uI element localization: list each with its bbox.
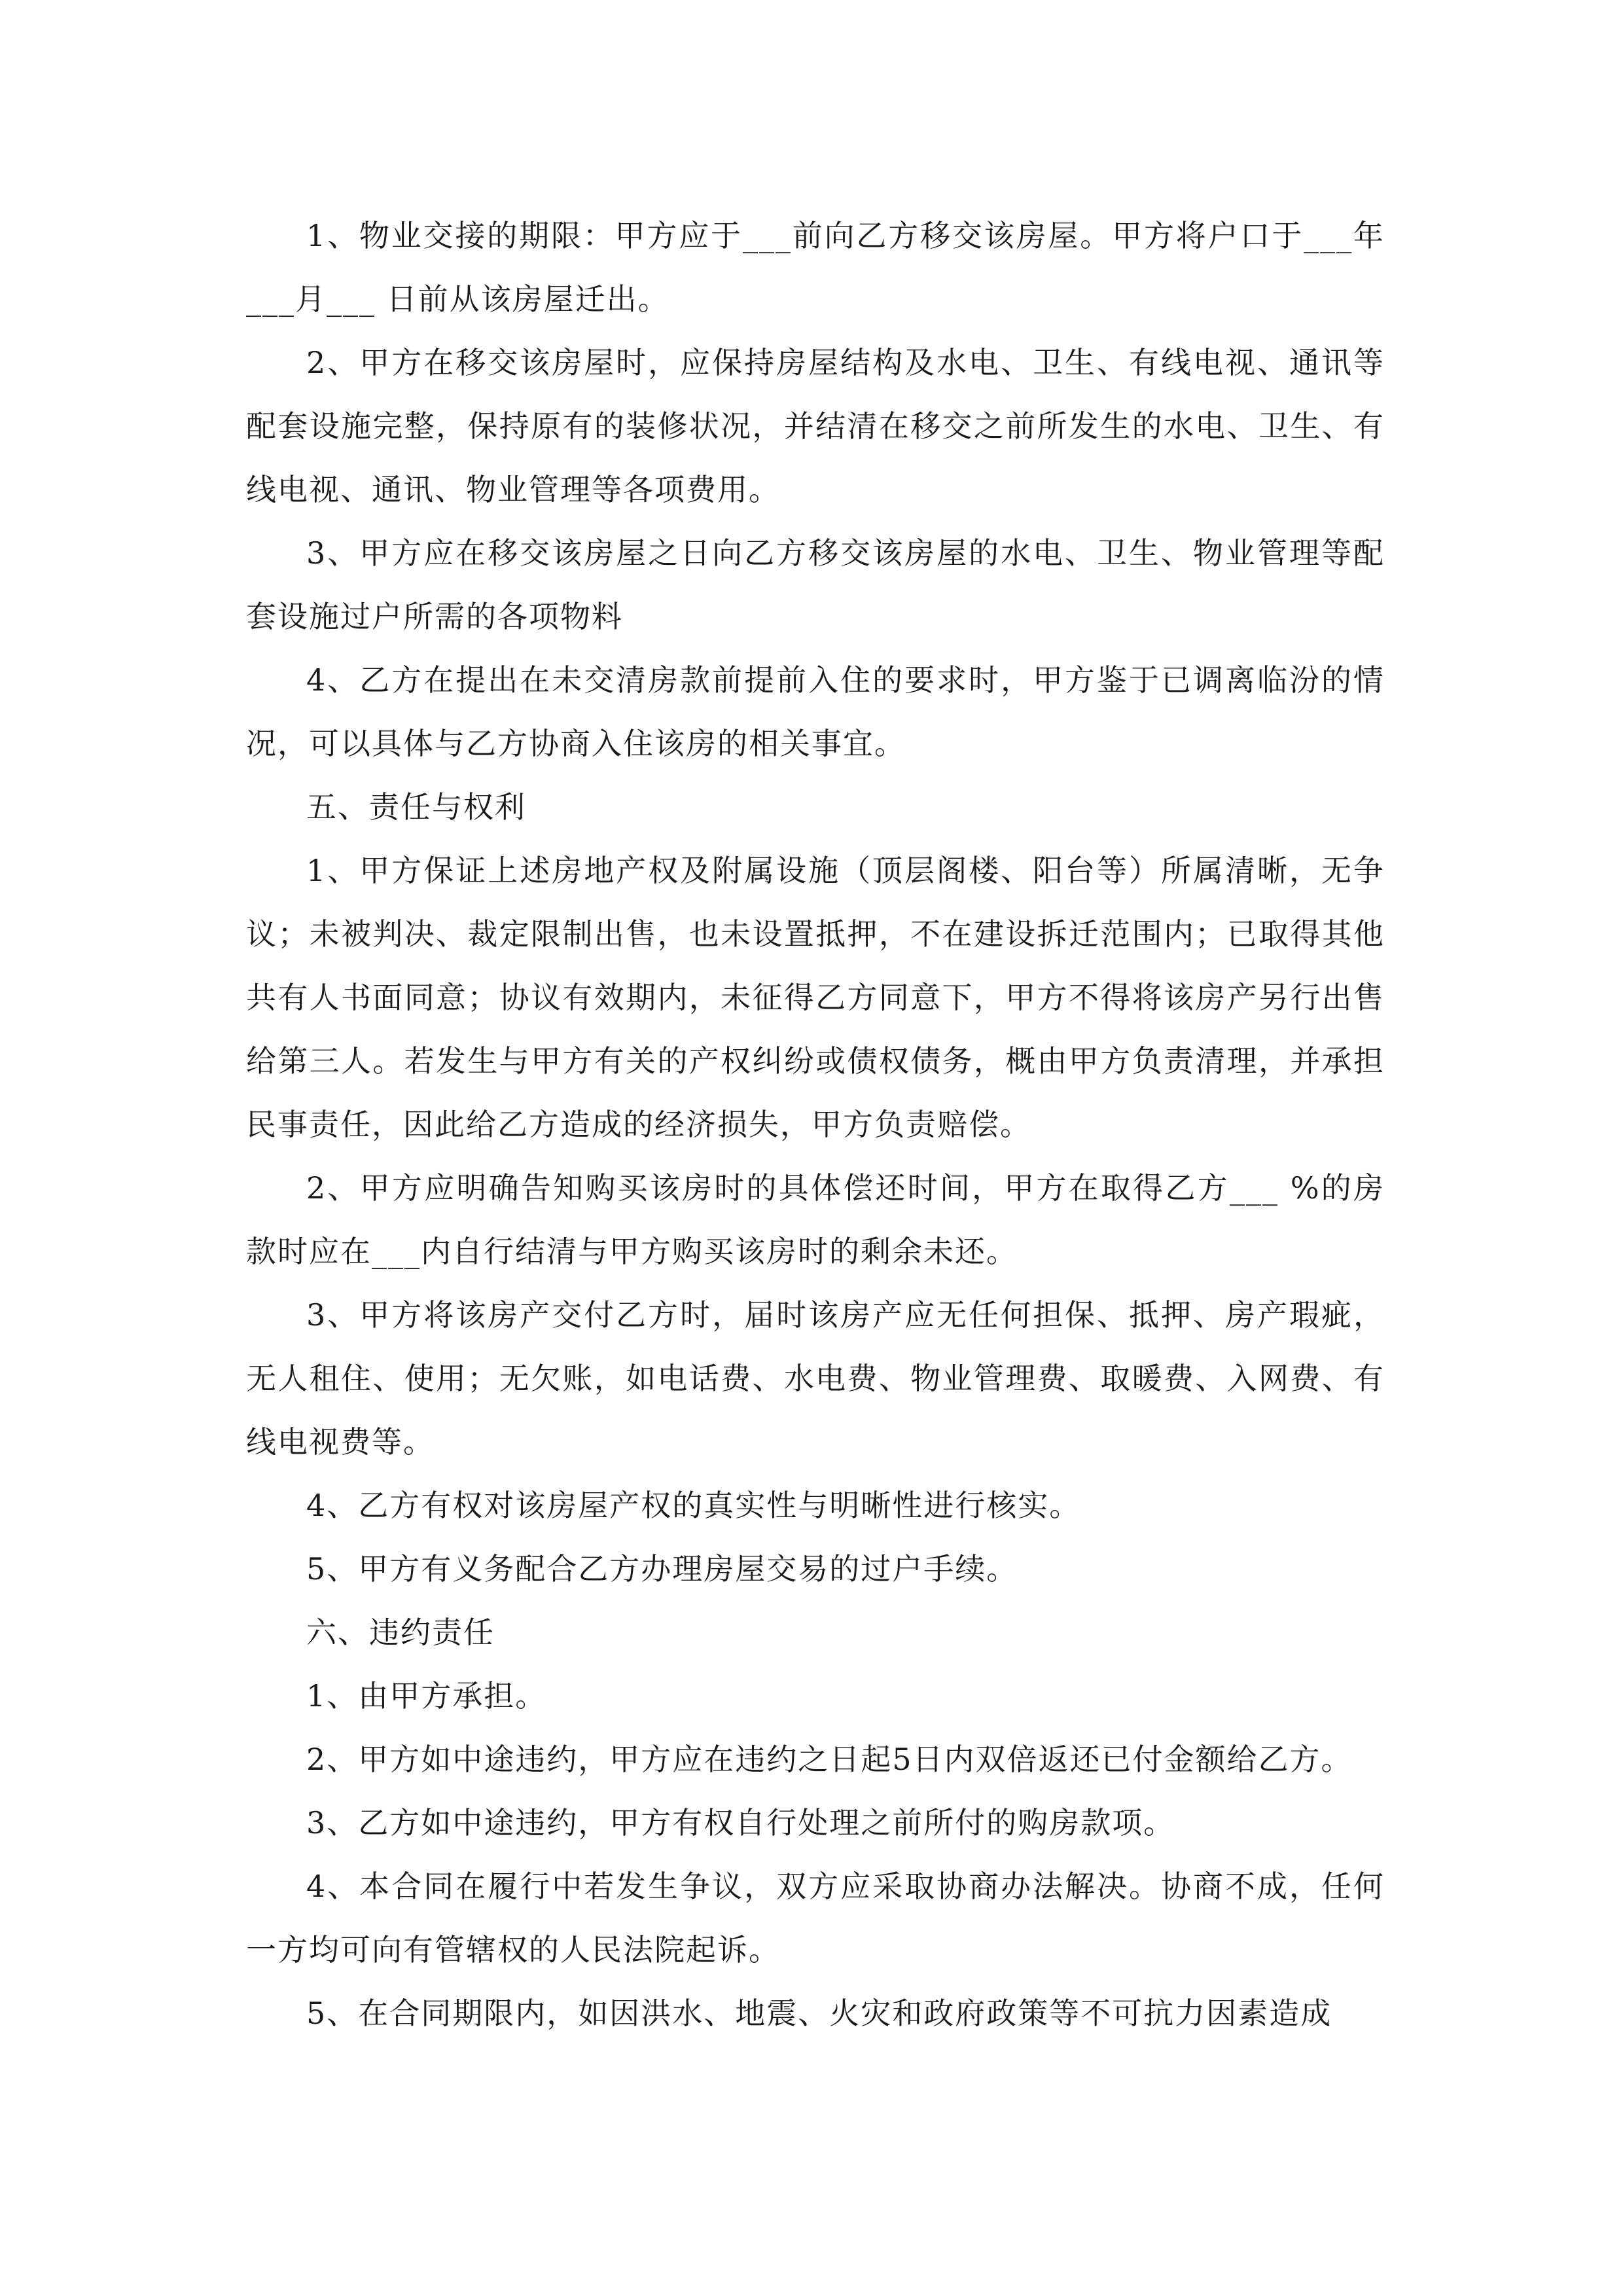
paragraph-verification-right: 4、乙方有权对该房屋产权的真实性与明晰性进行核实。 [306,1488,1081,1523]
document-body [246,204,1385,2045]
paragraph-borne-by-party-a: 1、由甲方承担。 [306,1678,547,1713]
paragraph-handover-deadline: 1、物业交接的期限：甲方应于___前向乙方移交该房屋。甲方将户口于___年___月___ 日前从该房屋迁出。 [246,218,1385,317]
paragraph-transfer-materials: 3、甲方应在移交该房屋之日向乙方移交该房屋的水电、卫生、物业管理等配套设施过户所需的各项物料 [246,535,1385,634]
paragraph-party-a-breach: 2、甲方如中途违约，甲方应在违约之日起5日内双倍返还已付金额给乙方。 [306,1742,1353,1777]
paragraph-transfer-cooperation: 5、甲方有义务配合乙方办理房屋交易的过户手续。 [306,1551,1018,1587]
paragraph-early-occupancy: 4、乙方在提出在未交清房款前提前入住的要求时，甲方鉴于已调离临汾的情况，可以具体与乙方协商入住该房的相关事宜。 [246,662,1385,761]
section-heading-breach: 六、违约责任 [306,1615,495,1650]
paragraph-party-b-breach: 3、乙方如中途违约，甲方有权自行处理之前所付的购房款项。 [306,1805,1175,1840]
paragraph-title-guarantee: 1、甲方保证上述房地产权及附属设施（顶层阁楼、阳台等）所属清晰，无争议；未被判决、裁定限制出售，也未设置抵押，不在建设拆迁范围内；已取得其他共有人书面同意；协议有效期内，未征得乙方同意下，甲方不得将该房产另行出售给第三人。若发生与甲方有关的产权纠纷或债权债务，概由甲方负责清理，并承担民事责任，因此给乙方造成的经济损失，甲方负责赔偿。 [246,853,1385,1142]
paragraph-repayment-time: 2、甲方应明确告知购买该房时的具体偿还时间，甲方在取得乙方___ %的房款时应在___内自行结清与甲方购买该房时的剩余未还。 [246,1170,1385,1269]
paragraph-no-encumbrance: 3、甲方将该房产交付乙方时，届时该房产应无任何担保、抵押、房产瑕疵，无人租住、使用；无欠账，如电话费、水电费、物业管理费、取暖费、入网费、有线电视费等。 [246,1297,1385,1460]
section-heading-responsibilities: 五、责任与权利 [306,789,526,825]
paragraph-dispute-resolution: 4、本合同在履行中若发生争议，双方应采取协商办法解决。协商不成，任何一方均可向有管辖权的人民法院起诉。 [246,1869,1385,1967]
paragraph-facilities-intact: 2、甲方在移交该房屋时，应保持房屋结构及水电、卫生、有线电视、通讯等配套设施完整，保持原有的装修状况，并结清在移交之前所发生的水电、卫生、有线电视、通讯、物业管理等各项费用。 [246,345,1385,507]
paragraph-force-majeure: 5、在合同期限内，如因洪水、地震、火灾和政府政策等不可抗力因素造成 [306,1996,1332,2031]
